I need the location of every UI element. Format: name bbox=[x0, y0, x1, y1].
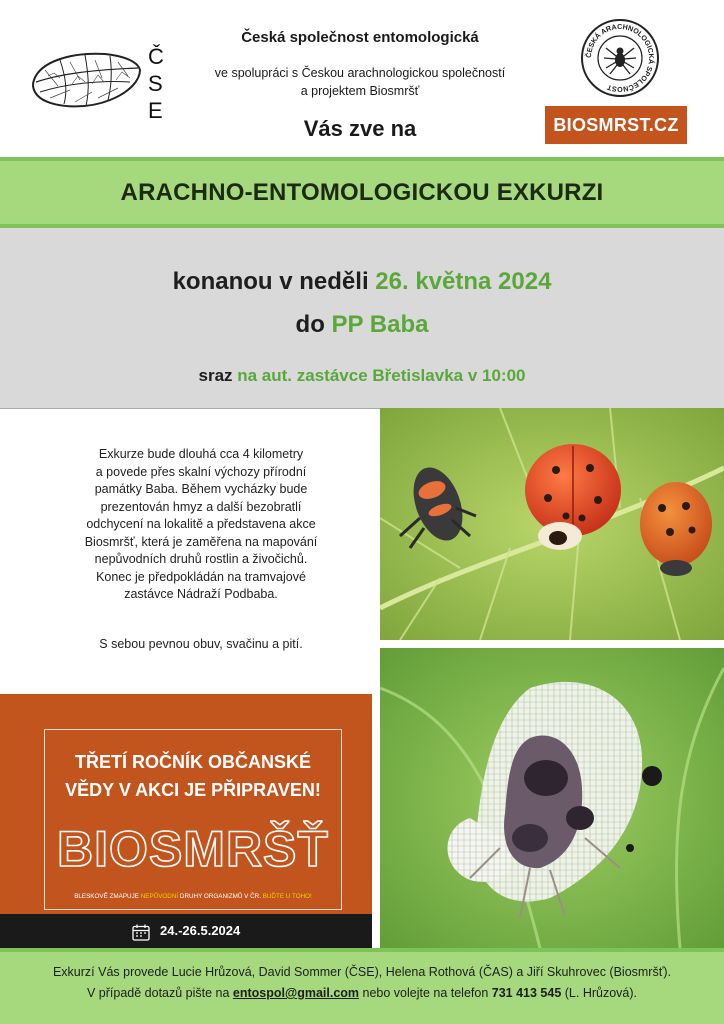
what-to-bring: S sebou pevnou obuv, svačinu a pití. bbox=[99, 637, 303, 651]
place-prefix: do bbox=[295, 311, 332, 338]
meet-prefix: sraz bbox=[198, 366, 238, 385]
contact-phone[interactable]: 731 413 545 bbox=[491, 986, 562, 1000]
meeting-point-line bbox=[0, 366, 724, 386]
cse-letter-e: E bbox=[148, 98, 163, 123]
event-place: PP Baba bbox=[331, 311, 429, 338]
ladybird-photo bbox=[380, 408, 724, 640]
event-date: 26. května 2024 bbox=[375, 268, 552, 295]
contact-suffix: (L. Hrůzová). bbox=[561, 986, 637, 1000]
cse-letter-c: Č bbox=[148, 44, 164, 69]
description-line: nepůvodních druhů rostlin a živočichů. bbox=[94, 552, 308, 566]
promo-tagline bbox=[44, 893, 342, 900]
promo-dates: 24.-26.5.2024 bbox=[160, 923, 241, 938]
invite-heading: Vás zve na bbox=[303, 116, 417, 141]
description-line: Biosmršť, která je zaměřena na mapování bbox=[84, 534, 318, 549]
promo-headline-2: VĚDY V AKCI JE PŘIPRAVEN! bbox=[65, 780, 321, 800]
description-line: Exkurze bude dlouhá cca 4 kilometry bbox=[98, 447, 304, 461]
date-prefix: konanou v neděli bbox=[172, 268, 376, 295]
promo-tag-highlight: NEPŮVODNÍ bbox=[140, 893, 179, 900]
calendar-icon bbox=[132, 924, 150, 941]
description-line: památky Baba. Během vycházky bude bbox=[94, 482, 308, 496]
event-date-line bbox=[0, 268, 724, 296]
promo-brand-name: BIOSMRŠŤ bbox=[57, 821, 329, 877]
arachnological-society-logo bbox=[580, 18, 660, 98]
guides-line: Exkurzí Vás provede Lucie Hrůzová, David Sommer (ČSE), Helena Rothová (ČAS) a Jiří Skuhrovec (Biosmršť). bbox=[52, 965, 672, 979]
contact-middle: nebo volejte na telefon bbox=[359, 986, 492, 1000]
biosmrst-website-badge[interactable]: BIOSMRST.CZ bbox=[545, 106, 687, 144]
event-title: ARACHNO-ENTOMOLOGICKOU EXKURZI bbox=[120, 178, 604, 206]
promo-tag-part: DRUHY ORGANIZMŮ V ČR. bbox=[178, 893, 263, 900]
description-line: odchycení na lokalitě a představena akce bbox=[86, 517, 316, 531]
description-line: prezentován hmyz a další bezobratlí bbox=[100, 499, 302, 514]
cse-wing-logo bbox=[30, 40, 170, 126]
contact-prefix: V případě dotazů pište na bbox=[86, 986, 233, 1000]
event-description bbox=[58, 446, 344, 604]
cooperation-line-2: a projektem Biosmršť bbox=[300, 84, 420, 98]
lace-bug-photo bbox=[380, 648, 724, 948]
promo-headline-1: TŘETÍ ROČNÍK OBČANSKÉ bbox=[74, 752, 311, 772]
promo-tag-part: BLESKOVĚ ZMAPUJE bbox=[74, 893, 141, 900]
organization-title: Česká společnost entomologická bbox=[241, 29, 479, 46]
arach-logo-text: ČESKÁ ARACHNOLOGICKÁ SPOLEČNOST bbox=[583, 21, 657, 95]
title-band bbox=[0, 157, 724, 228]
contact-line bbox=[0, 986, 724, 1000]
contact-email-link[interactable]: entospol@gmail.com bbox=[232, 986, 360, 1000]
description-line: a povede přes skalní výchozy přírodní bbox=[95, 464, 307, 479]
description-line: zastávce Nádraží Podbaba. bbox=[124, 587, 278, 601]
promo-tag-highlight: BUĎTE U TOHO! bbox=[262, 893, 312, 900]
cse-letter-s: S bbox=[148, 71, 163, 96]
meeting-point: na aut. zastávce Břetislavka v 10:00 bbox=[237, 366, 526, 385]
cooperation-line-1: ve spolupráci s Českou arachnologickou společností bbox=[214, 66, 506, 80]
event-place-line bbox=[0, 311, 724, 339]
description-line: Konec je předpokládán na tramvajové bbox=[96, 569, 306, 584]
